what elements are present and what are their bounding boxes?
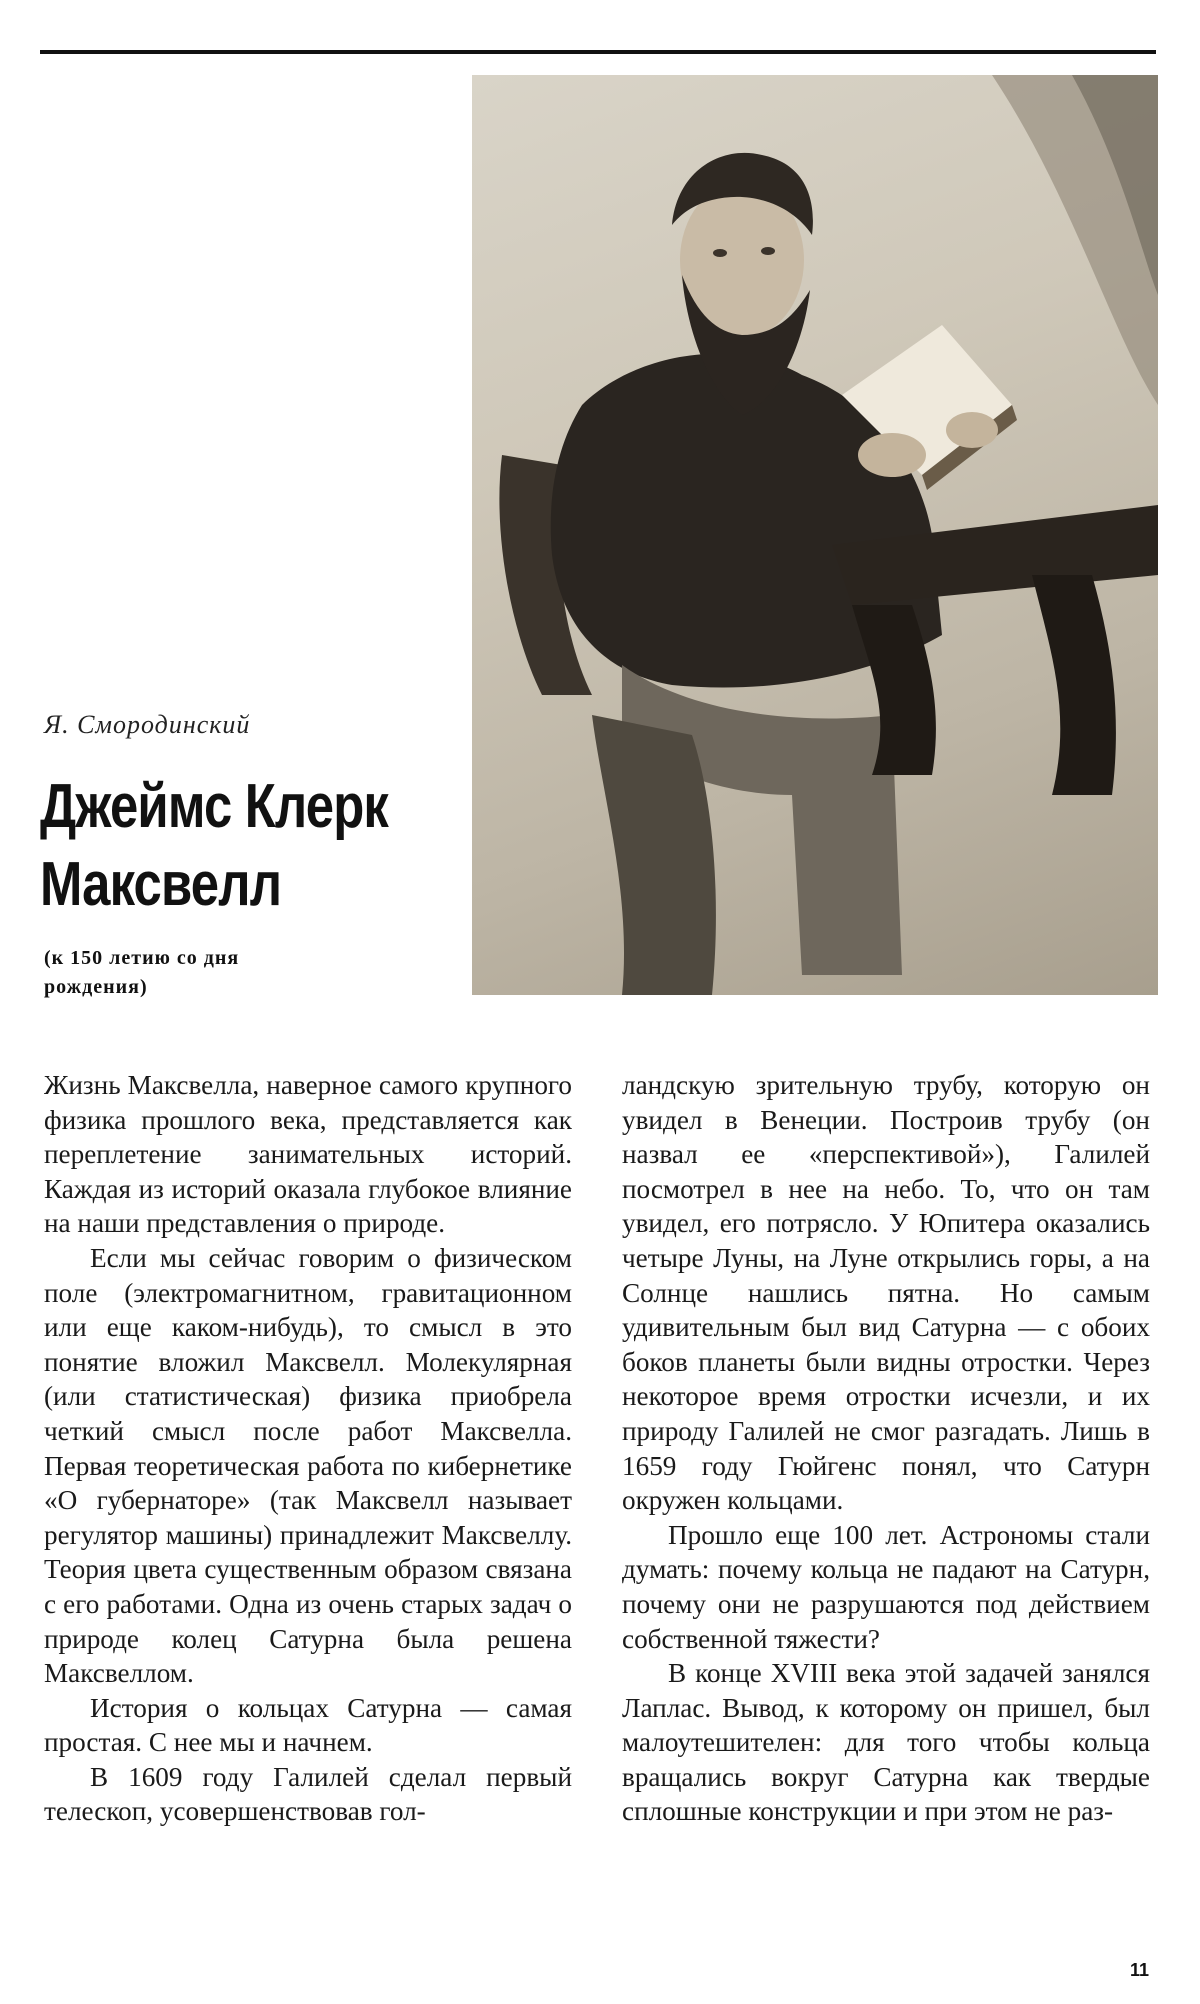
paragraph: Прошло еще 100 лет. Астрономы стали думать: почему кольца не падают на Сатурн, почему они не разрушаются под действием собственной тяжести? bbox=[622, 1519, 1150, 1654]
paragraph: Жизнь Максвелла, наверное самого крупного физика прошлого века, представляется как переплетение занимательных историй. Каждая из историй оказала глубокое влияние на наши представления о природе. bbox=[44, 1070, 572, 1239]
paragraph: В конце XVIII века этой задачей занялся Лаплас. Вывод, к которому он пришел, был малоутешителен: для того чтобы кольца вращались вокруг Сатурна как твердые сплошные конструкции и при этом не раз- bbox=[622, 1658, 1150, 1827]
paragraph: Если мы сейчас говорим о физическом поле (электромагнитном, гравитационном или еще каком-нибудь), то смысл в это понятие вложил Максвелл. Молекулярная (или статистическая) физика приобрела четкий смысл после работ Максвелла. Первая теоретическая работа по кибернетике «О губернаторе» (так Максвелл называет регулятор машины) принадлежит Максвеллу. Теория цвета существенным образом связана с его работами. Одна из очень старых задач о природе колец Сатурна была решена Максвеллом. bbox=[44, 1242, 572, 1689]
portrait-illustration bbox=[472, 75, 1158, 995]
left-text-column bbox=[44, 1068, 572, 1829]
paragraph: История о кольцах Сатурна — самая простая. С нее мы и начнем. bbox=[44, 1692, 572, 1758]
paragraph: ландскую зрительную трубу, которую он увидел в Венеции. Построив трубу (он назвал ее «перспективой»), Галилей посмотрел в нее на небо. То, что он там увидел, его потрясло. У Юпитера оказались четыре Луны, на Луне открылись горы, а на Солнце нашлись пятна. Но самым удивительным был вид Сатурна — с обоих боков планеты были видны отростки. Через некоторое время отростки исчезли, и их природу Галилей не смог разгадать. Лишь в 1659 году Гюйгенс понял, что Сатурн окружен кольцами. bbox=[622, 1070, 1150, 1516]
page-number: 11 bbox=[1130, 1960, 1150, 1980]
maxwell-portrait-photo bbox=[472, 75, 1158, 995]
paragraph: В 1609 году Галилей сделал первый телескоп, усовершенствовав гол- bbox=[44, 1761, 572, 1827]
author-name: Я. Смородинский bbox=[44, 710, 251, 739]
article-title: Джеймс Клерк Максвелл bbox=[40, 772, 389, 919]
top-rule bbox=[40, 50, 1156, 54]
right-text-column bbox=[622, 1068, 1150, 1829]
article-subtitle: (к 150 летию со дня рождения) bbox=[44, 947, 240, 998]
